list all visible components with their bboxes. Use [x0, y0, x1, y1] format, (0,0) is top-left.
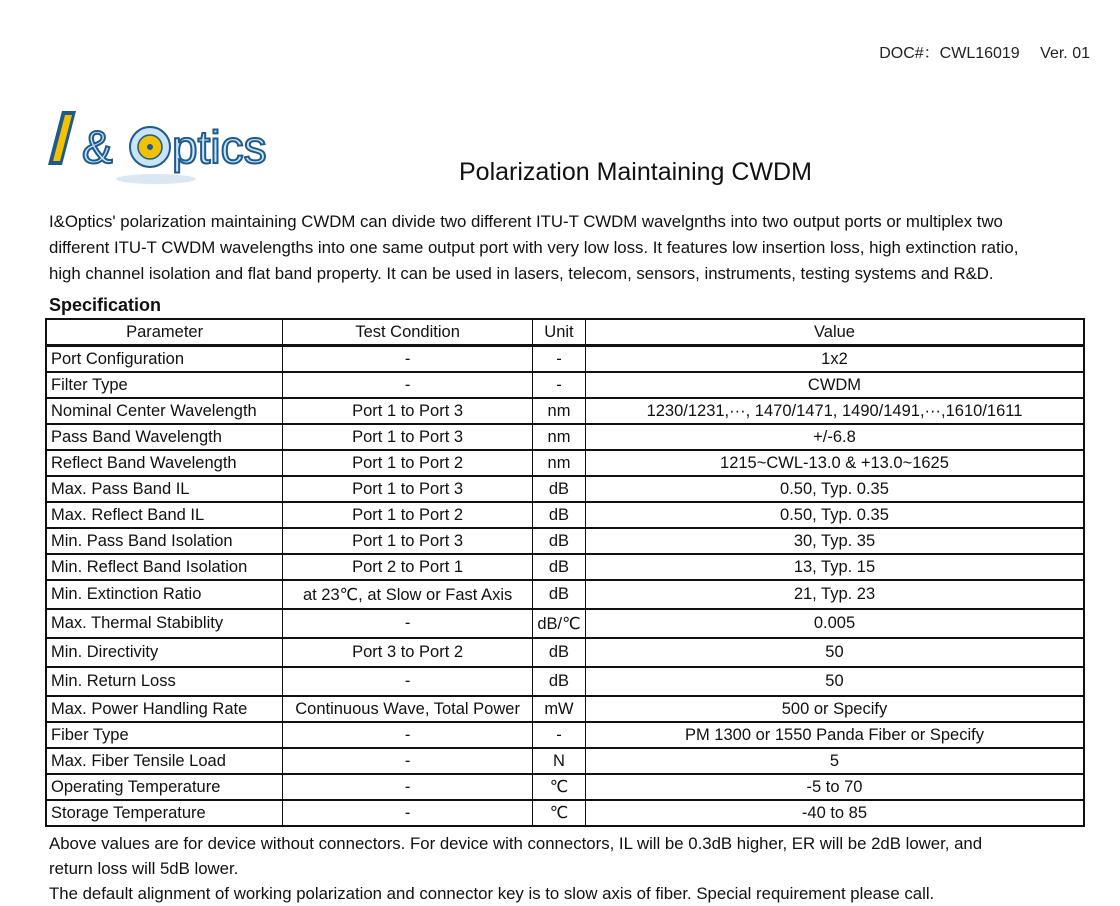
value-cell: -40 to 85 — [585, 800, 1084, 826]
parameter-cell: Storage Temperature — [46, 800, 283, 826]
svg-text:ptics: ptics — [172, 121, 267, 173]
doc-number-text: DOC#：CWL16019 — [879, 45, 1020, 62]
table-row — [46, 398, 1084, 424]
test-condition-cell: - — [283, 609, 533, 638]
test-condition-cell: - — [283, 800, 533, 826]
value-cell: 30, Typ. 35 — [585, 528, 1084, 554]
test-condition-cell: Port 1 to Port 3 — [283, 476, 533, 502]
table-row — [46, 748, 1084, 774]
parameter-cell: Min. Directivity — [46, 638, 283, 667]
intro-paragraph — [49, 209, 1059, 287]
column-header: Unit — [532, 319, 585, 346]
unit-cell: dB — [532, 502, 585, 528]
value-cell: 1x2 — [585, 346, 1084, 373]
table-row — [46, 554, 1084, 580]
intro-line: different ITU-T CWDM wavelengths into one same output port with very low loss. It features low insertion loss, high extinction ratio, — [49, 238, 1019, 257]
test-condition-cell: - — [283, 372, 533, 398]
value-cell: 50 — [585, 638, 1084, 667]
unit-cell: dB — [532, 580, 585, 609]
table-row — [46, 696, 1084, 722]
value-cell: PM 1300 or 1550 Panda Fiber or Specify — [585, 722, 1084, 748]
parameter-cell: Filter Type — [46, 372, 283, 398]
parameter-cell: Min. Pass Band Isolation — [46, 528, 283, 554]
svg-text:&: & — [82, 121, 113, 173]
value-cell: +/-6.8 — [585, 424, 1084, 450]
test-condition-cell: - — [283, 774, 533, 800]
unit-cell: mW — [532, 696, 585, 722]
table-row — [46, 502, 1084, 528]
value-cell: 21, Typ. 23 — [585, 580, 1084, 609]
parameter-cell: Max. Reflect Band IL — [46, 502, 283, 528]
note-line: return loss will 5dB lower. — [49, 859, 239, 878]
page-title: Polarization Maintaining CWDM — [459, 158, 812, 186]
table-row — [46, 667, 1084, 696]
table-header-row — [46, 319, 1084, 346]
value-cell: 5 — [585, 748, 1084, 774]
note-line: The default alignment of working polarization and connector key is to slow axis of fiber. Special requirement please call. — [49, 884, 935, 903]
table-row — [46, 722, 1084, 748]
parameter-cell: Pass Band Wavelength — [46, 424, 283, 450]
table-row — [46, 609, 1084, 638]
unit-cell: dB — [532, 638, 585, 667]
version-text: Ver. 01 — [1040, 45, 1090, 62]
table-row — [46, 476, 1084, 502]
value-cell: 1230/1231,···, 1470/1471, 1490/1491,···,1610/1611 — [585, 398, 1084, 424]
unit-cell: dB/℃ — [532, 609, 585, 638]
test-condition-cell: - — [283, 667, 533, 696]
table-body — [46, 346, 1084, 827]
parameter-cell: Reflect Band Wavelength — [46, 450, 283, 476]
unit-cell: nm — [532, 398, 585, 424]
test-condition-cell: Port 1 to Port 2 — [283, 502, 533, 528]
test-condition-cell: - — [283, 346, 533, 373]
value-cell: 1215~CWL-13.0 & +13.0~1625 — [585, 450, 1084, 476]
parameter-cell: Min. Return Loss — [46, 667, 283, 696]
test-condition-cell: - — [283, 722, 533, 748]
test-condition-cell: Port 2 to Port 1 — [283, 554, 533, 580]
intro-line: I&Optics' polarization maintaining CWDM can divide two different ITU-T CWDM wavelgnths into two output ports or multiplex two — [49, 212, 1003, 231]
table-row — [46, 580, 1084, 609]
test-condition-cell: Port 3 to Port 2 — [283, 638, 533, 667]
unit-cell: dB — [532, 667, 585, 696]
unit-cell: N — [532, 748, 585, 774]
test-condition-cell: Continuous Wave, Total Power — [283, 696, 533, 722]
table-row — [46, 774, 1084, 800]
parameter-cell: Max. Pass Band IL — [46, 476, 283, 502]
unit-cell: dB — [532, 476, 585, 502]
value-cell: CWDM — [585, 372, 1084, 398]
table-row — [46, 450, 1084, 476]
document-number — [879, 40, 1090, 63]
test-condition-cell: at 23℃, at Slow or Fast Axis — [283, 580, 533, 609]
parameter-cell: Max. Fiber Tensile Load — [46, 748, 283, 774]
unit-cell: dB — [532, 554, 585, 580]
column-header: Test Condition — [283, 319, 533, 346]
table-row — [46, 346, 1084, 373]
intro-line: high channel isolation and flat band property. It can be used in lasers, telecom, sensors, instruments, testing systems and R&D. — [49, 264, 994, 283]
test-condition-cell: Port 1 to Port 3 — [283, 424, 533, 450]
table-row — [46, 800, 1084, 826]
unit-cell: nm — [532, 424, 585, 450]
unit-cell: - — [532, 346, 585, 373]
unit-cell: ℃ — [532, 800, 585, 826]
parameter-cell: Nominal Center Wavelength — [46, 398, 283, 424]
value-cell: 0.50, Typ. 0.35 — [585, 476, 1084, 502]
parameter-cell: Min. Reflect Band Isolation — [46, 554, 283, 580]
specification-heading: Specification — [49, 295, 162, 315]
parameter-cell: Max. Thermal Stabiblity — [46, 609, 283, 638]
unit-cell: nm — [532, 450, 585, 476]
unit-cell: ℃ — [532, 774, 585, 800]
value-cell: 50 — [585, 667, 1084, 696]
unit-cell: dB — [532, 528, 585, 554]
value-cell: -5 to 70 — [585, 774, 1084, 800]
column-header: Value — [585, 319, 1084, 346]
notes — [49, 831, 1089, 906]
specification-table — [45, 318, 1085, 827]
unit-cell: - — [532, 372, 585, 398]
logo-graphic — [46, 103, 306, 193]
parameter-cell: Port Configuration — [46, 346, 283, 373]
value-cell: 13, Typ. 15 — [585, 554, 1084, 580]
parameter-cell: Fiber Type — [46, 722, 283, 748]
company-logo — [46, 103, 306, 193]
test-condition-cell: - — [283, 748, 533, 774]
table-row — [46, 528, 1084, 554]
value-cell: 0.50, Typ. 0.35 — [585, 502, 1084, 528]
column-header: Parameter — [46, 319, 283, 346]
parameter-cell: Min. Extinction Ratio — [46, 580, 283, 609]
parameter-cell: Operating Temperature — [46, 774, 283, 800]
value-cell: 500 or Specify — [585, 696, 1084, 722]
value-cell: 0.005 — [585, 609, 1084, 638]
table-row — [46, 372, 1084, 398]
parameter-cell: Max. Power Handling Rate — [46, 696, 283, 722]
table-row — [46, 638, 1084, 667]
note-line: Above values are for device without connectors. For device with connectors, IL will be 0.3dB higher, ER will be 2dB lower, and — [49, 834, 983, 853]
test-condition-cell: Port 1 to Port 3 — [283, 398, 533, 424]
test-condition-cell: Port 1 to Port 3 — [283, 528, 533, 554]
unit-cell: - — [532, 722, 585, 748]
test-condition-cell: Port 1 to Port 2 — [283, 450, 533, 476]
table-row — [46, 424, 1084, 450]
